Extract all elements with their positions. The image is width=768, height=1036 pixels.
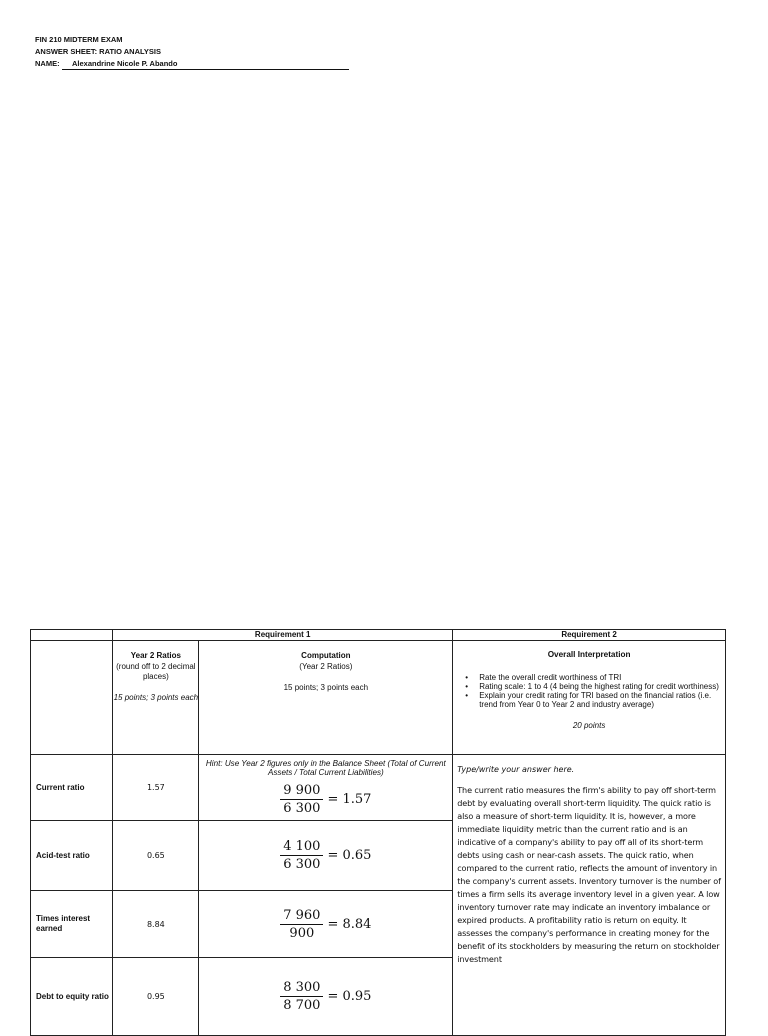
computation-current-ratio	[199, 755, 453, 821]
value-acid-test-ratio: 0.65	[113, 821, 199, 891]
ratio-analysis-table	[30, 629, 726, 1036]
ratios-column-header	[113, 641, 199, 755]
result: = 8.84	[327, 916, 372, 932]
numerator: 8 300	[280, 980, 323, 997]
result: = 0.95	[327, 989, 372, 1004]
name-underline	[62, 69, 349, 70]
numerator: 7 960	[280, 908, 323, 925]
row-label-times-interest-earned: Times interest earned	[31, 891, 113, 958]
answer-prompt: Type/write your answer here.	[457, 765, 575, 774]
fraction-acid-test-ratio	[199, 839, 452, 872]
computation-column-header	[199, 641, 453, 755]
interpretation-instructions	[459, 673, 719, 709]
ratios-column-points: 15 points; 3 points each	[113, 693, 199, 702]
numerator: 9 900	[280, 783, 323, 800]
computation-acid-test-ratio	[199, 821, 453, 891]
denominator: 6 300	[283, 857, 321, 872]
interpretation-title: Overall Interpretation	[547, 650, 631, 659]
computation-column-title: Computation	[301, 651, 351, 660]
value-times-interest-earned: 8.84	[113, 891, 199, 958]
denominator: 6 300	[283, 801, 321, 816]
row-label-debt-to-equity-ratio: Debt to equity ratio	[31, 958, 113, 1036]
denominator: 8 700	[283, 998, 321, 1013]
blank-label-cell	[31, 641, 113, 755]
requirement-2-header: Requirement 2	[453, 630, 726, 641]
requirement-1-header: Requirement 1	[113, 630, 453, 641]
fraction-times-interest-earned	[199, 908, 452, 941]
computation-times-interest-earned	[199, 891, 453, 958]
result: = 0.65	[327, 848, 372, 863]
denominator: 900	[289, 925, 315, 941]
instruction-item: • Rate the overall credit worthiness of TRI	[471, 673, 719, 682]
answer-text: The current ratio measures the firm's ability to pay off short-term debt by evaluating overall short-term liquidity. The quick ratio is also a measure of short-term liquidity. It is, however, a more immediate liquidity metric than the current ratio and is an indicative of a company's ability to pay off all of its short-term debts using cash or near-cash assets. The quick ratio, when compared to the current ratio, reflects the amount of inventory in the company's current assets. Inventory turnover is the number of times a firm sells its average inventory level in a given year. A low inventory turnover rate may indicate an inventory imbalance or expired products. A profitability ratio is return on equity. It assesses the company's performance in creating money for the benefit of its stockholders by measuring the return on stockholder investment	[457, 785, 721, 964]
row-label-current-ratio: Current ratio	[31, 755, 113, 821]
blank-corner-cell	[31, 630, 113, 641]
ratios-column-title: Year 2 Ratios	[130, 651, 181, 660]
computation-column-note: (Year 2 Ratios)	[299, 661, 353, 671]
instruction-item: • Rating scale: 1 to 4 (4 being the highest rating for credit worthiness)	[471, 682, 719, 691]
value-debt-to-equity-ratio: 0.95	[113, 958, 199, 1036]
hint-text: Hint: Use Year 2 figures only in the Balance Sheet (Total of Current Assets / Total Current Liabilities)	[205, 759, 446, 777]
numerator: 4 100	[280, 839, 323, 856]
fraction-debt-to-equity-ratio	[199, 980, 452, 1013]
name-label: NAME:	[35, 59, 60, 68]
fraction-current-ratio	[199, 783, 452, 816]
student-name: Alexandrine Nicole P. Abando	[72, 59, 178, 68]
row-label-acid-test-ratio: Acid-test ratio	[31, 821, 113, 891]
answer-sheet-title: ANSWER SHEET: RATIO ANALYSIS	[35, 47, 161, 56]
exam-title: FIN 210 MIDTERM EXAM	[35, 35, 123, 44]
result: = 1.57	[327, 792, 372, 807]
ratios-column-note: (round off to 2 decimal places)	[116, 661, 196, 681]
instruction-item: • Explain your credit rating for TRI based on the financial ratios (i.e. trend from Year 0 to Year 2 and industry average)	[471, 691, 719, 709]
computation-column-points: 15 points; 3 points each	[283, 682, 369, 692]
interpretation-column-header	[453, 641, 726, 755]
answer-cell[interactable]	[453, 755, 726, 1036]
interpretation-points: 20 points	[572, 721, 606, 730]
value-current-ratio: 1.57	[113, 755, 199, 821]
